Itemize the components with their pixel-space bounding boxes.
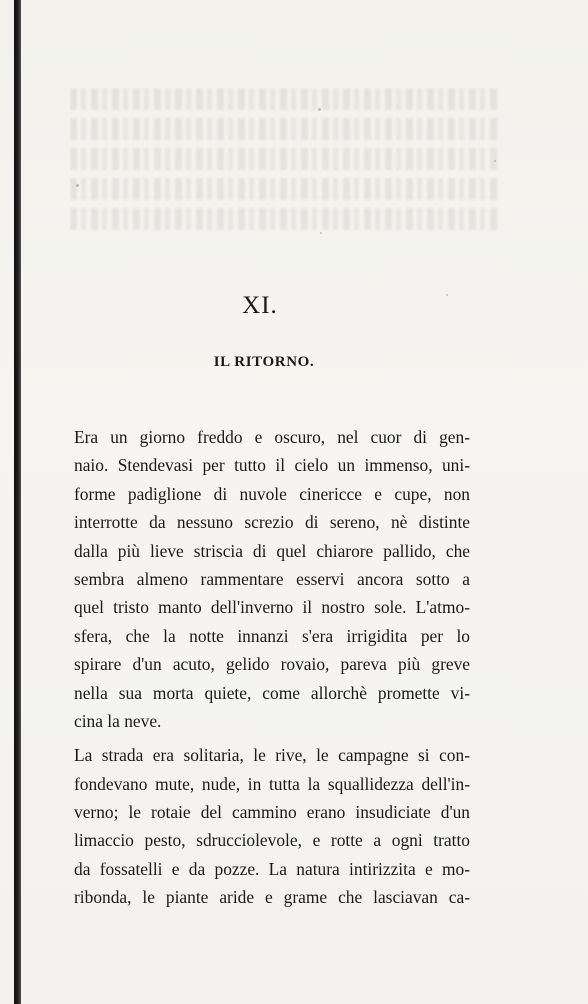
- text-line: forme padiglione di nuvole cinericce e cupe, non: [74, 483, 470, 504]
- show-through-text: [70, 88, 500, 258]
- page-spine-edge: [14, 0, 21, 1004]
- text-line: verno; le rotaie del cammino erano insudiciate d'un: [74, 802, 470, 823]
- text-line: Era un giorno freddo e oscuro, nel cuor di gen-: [74, 427, 470, 447]
- text-line: La strada era solitaria, le rive, le campagne si con-: [74, 745, 470, 766]
- paper-speck: [76, 184, 79, 187]
- chapter-body: [74, 423, 470, 912]
- paper-speck: [494, 160, 496, 162]
- paper-speck: [318, 108, 321, 111]
- chapter-number: XI.: [242, 292, 278, 319]
- text-line: spirare d'un acuto, gelido rovaio, pareva più greve: [74, 654, 470, 675]
- text-line: dalla più lieve striscia di quel chiarore pallido, che: [74, 540, 470, 561]
- paper-speck: [320, 232, 322, 234]
- text-line: sfera, che la notte innanzi s'era irrigidita per lo: [74, 625, 470, 646]
- text-line: cina la neve.: [74, 710, 162, 731]
- text-line: nella sua morta quiete, come allorchè promette vi-: [74, 682, 470, 703]
- chapter-title: IL RITORNO.: [213, 354, 315, 370]
- text-line: fondevano mute, nude, in tutta la squallidezza dell'in-: [74, 773, 470, 794]
- text-line: quel tristo manto dell'inverno il nostro sole. L'atmo-: [74, 597, 470, 618]
- paragraph: [74, 741, 470, 911]
- text-line: limaccio pesto, sdrucciolevole, e rotte a ogni tratto: [74, 830, 470, 851]
- paragraph: [74, 423, 470, 735]
- text-line: naio. Stendevasi per tutto il cielo un immenso, uni-: [74, 455, 470, 476]
- text-line: sembra almeno rammentare esservi ancora sotto a: [74, 568, 470, 589]
- text-line: ribonda, le piante aride e grame che lasciavan ca-: [74, 887, 470, 908]
- text-line: interrotte da nessuno screzio di sereno, nè distinte: [74, 512, 470, 533]
- text-line: da fossatelli e da pozze. La natura intirizzita e mo-: [74, 858, 470, 879]
